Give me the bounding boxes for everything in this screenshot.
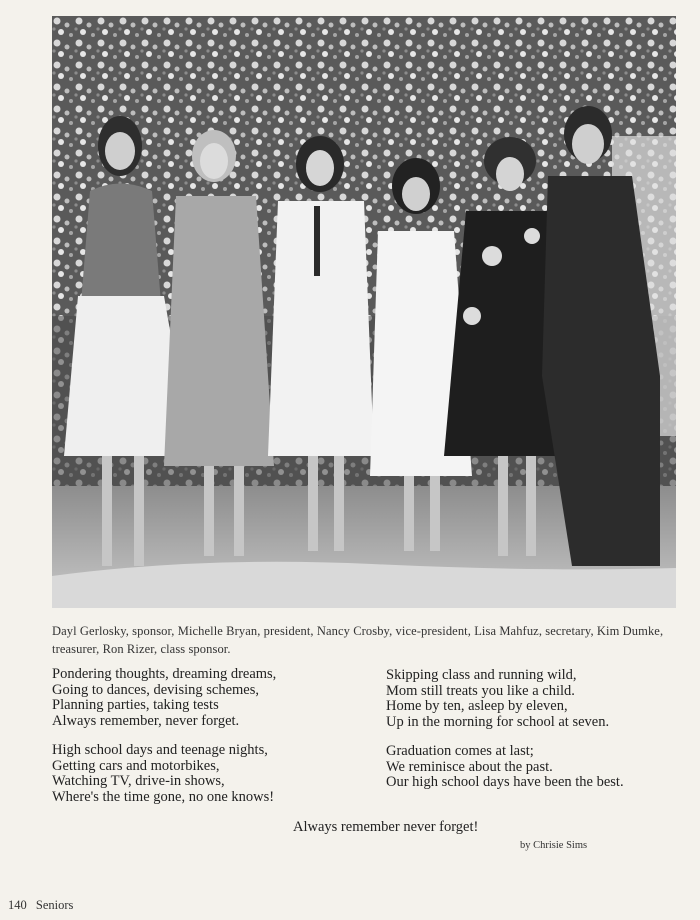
poem-line: Getting cars and motorbikes,: [52, 757, 220, 774]
poem-line: Mom still treats you like a child.: [386, 682, 575, 699]
poem-stanza-3: [386, 668, 609, 730]
poem-line: Always remember, never forget.: [52, 712, 240, 729]
poem-line: Going to dances, devising schemes,: [52, 681, 259, 698]
photo-caption: Dayl Gerlosky, sponsor, Michelle Bryan, president, Nancy Crosby, vice-president, Lisa Mahfuz, secretary, Kim Dumke, treasurer, Ron Rizer, class sponsor.: [52, 624, 664, 656]
poem-stanza-4: [386, 744, 624, 791]
poem-refrain: Always remember never forget!: [293, 819, 479, 835]
poem-line: Skipping class and running wild,: [386, 667, 577, 683]
page-footer: [8, 898, 73, 913]
poem-line: Watching TV, drive-in shows,: [52, 773, 225, 789]
poem-author: by Chrisie Sims: [520, 840, 588, 851]
poem-stanza-2: [52, 743, 274, 805]
poem-line: Up in the morning for school at seven.: [386, 713, 610, 730]
poem-line: Our high school days have been the best.: [386, 774, 624, 790]
page-number: 140: [8, 898, 27, 912]
poem-line: Pondering thoughts, dreaming dreams,: [52, 666, 277, 682]
poem-line: Home by ten, asleep by eleven,: [386, 698, 568, 714]
poem-line: High school days and teenage nights,: [52, 742, 268, 758]
section-name: Seniors: [35, 898, 74, 912]
poem-line: Graduation comes at last;: [386, 743, 534, 759]
group-photo-image: [52, 16, 676, 608]
poem-line: Where's the time gone, no one knows!: [52, 788, 275, 805]
poem-line: We reminisce about the past.: [386, 758, 553, 775]
poem-line: Planning parties, taking tests: [52, 697, 219, 713]
group-photo: [52, 16, 676, 608]
poem-stanza-1: [52, 667, 276, 729]
